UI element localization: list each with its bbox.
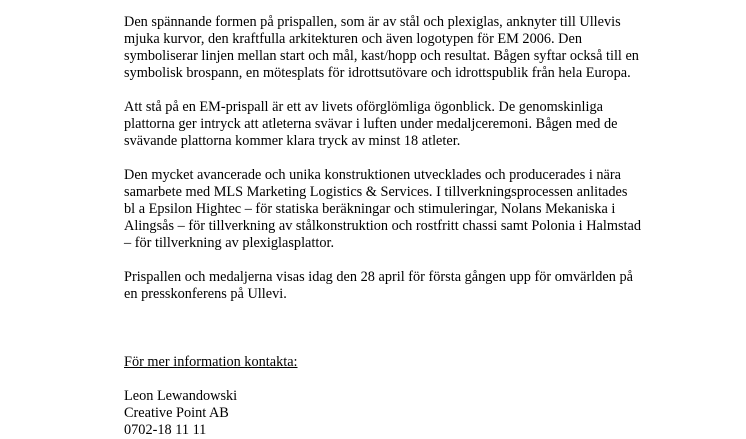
text-line: symboliserar linjen mellan start och mål, kast/hopp och resultat. Bågen syftar också till en [124, 48, 639, 64]
text-line: en presskonferens på Ullevi. [124, 286, 287, 302]
text-line: symbolisk brospann, en mötesplats för idrottsutövare och idrottspublik från hela Europa. [124, 65, 631, 81]
text-line: bl a Epsilon Hightec – för statiska beräkningar och stimuleringar, Nolans Mekaniska i [124, 201, 616, 217]
text-line: svävande plattorna kommer klara tryck av minst 18 atleter. [124, 133, 461, 149]
paragraph-em-podium [124, 99, 724, 150]
text-line: plattorna ger intryck att atleterna svävar i luften under medaljceremoni. Bågen med de [124, 116, 618, 132]
contact-heading: För mer information kontakta: [124, 354, 298, 370]
spacer [124, 320, 724, 354]
document-body [124, 14, 724, 439]
contact-block [124, 388, 724, 439]
text-line: Den spännande formen på prispallen, som är av stål och plexiglas, anknyter till Ullevis [124, 14, 621, 30]
text-line: Att stå på en EM-prispall är ett av livets oförglömliga ögonblick. De genomskinliga [124, 99, 603, 115]
text-line: Den mycket avancerade och unika konstruktionen utvecklades och producerades i nära [124, 167, 622, 183]
contact-name: Leon Lewandowski [124, 388, 238, 404]
paragraph-podium-design [124, 14, 724, 82]
text-line: samarbete med MLS Marketing Logistics & Services. I tillverkningsprocessen anlitades [124, 184, 628, 200]
text-line: Prispallen och medaljerna visas idag den 28 april för första gången upp för omvärlden på [124, 269, 633, 285]
text-line: Alingsås – för tillverkning av stålkonstruktion och rostfritt chassi samt Polonia i Halmstad [124, 218, 642, 234]
paragraph-press-conference [124, 269, 724, 303]
contact-phone: 0702-18 11 11 [124, 422, 207, 438]
text-line: mjuka kurvor, den kraftfulla arkitekturen och även logotypen för EM 2006. Den [124, 31, 582, 47]
contact-company: Creative Point AB [124, 405, 229, 421]
text-line: – för tillverkning av plexiglasplattor. [124, 235, 335, 251]
paragraph-construction [124, 167, 724, 252]
